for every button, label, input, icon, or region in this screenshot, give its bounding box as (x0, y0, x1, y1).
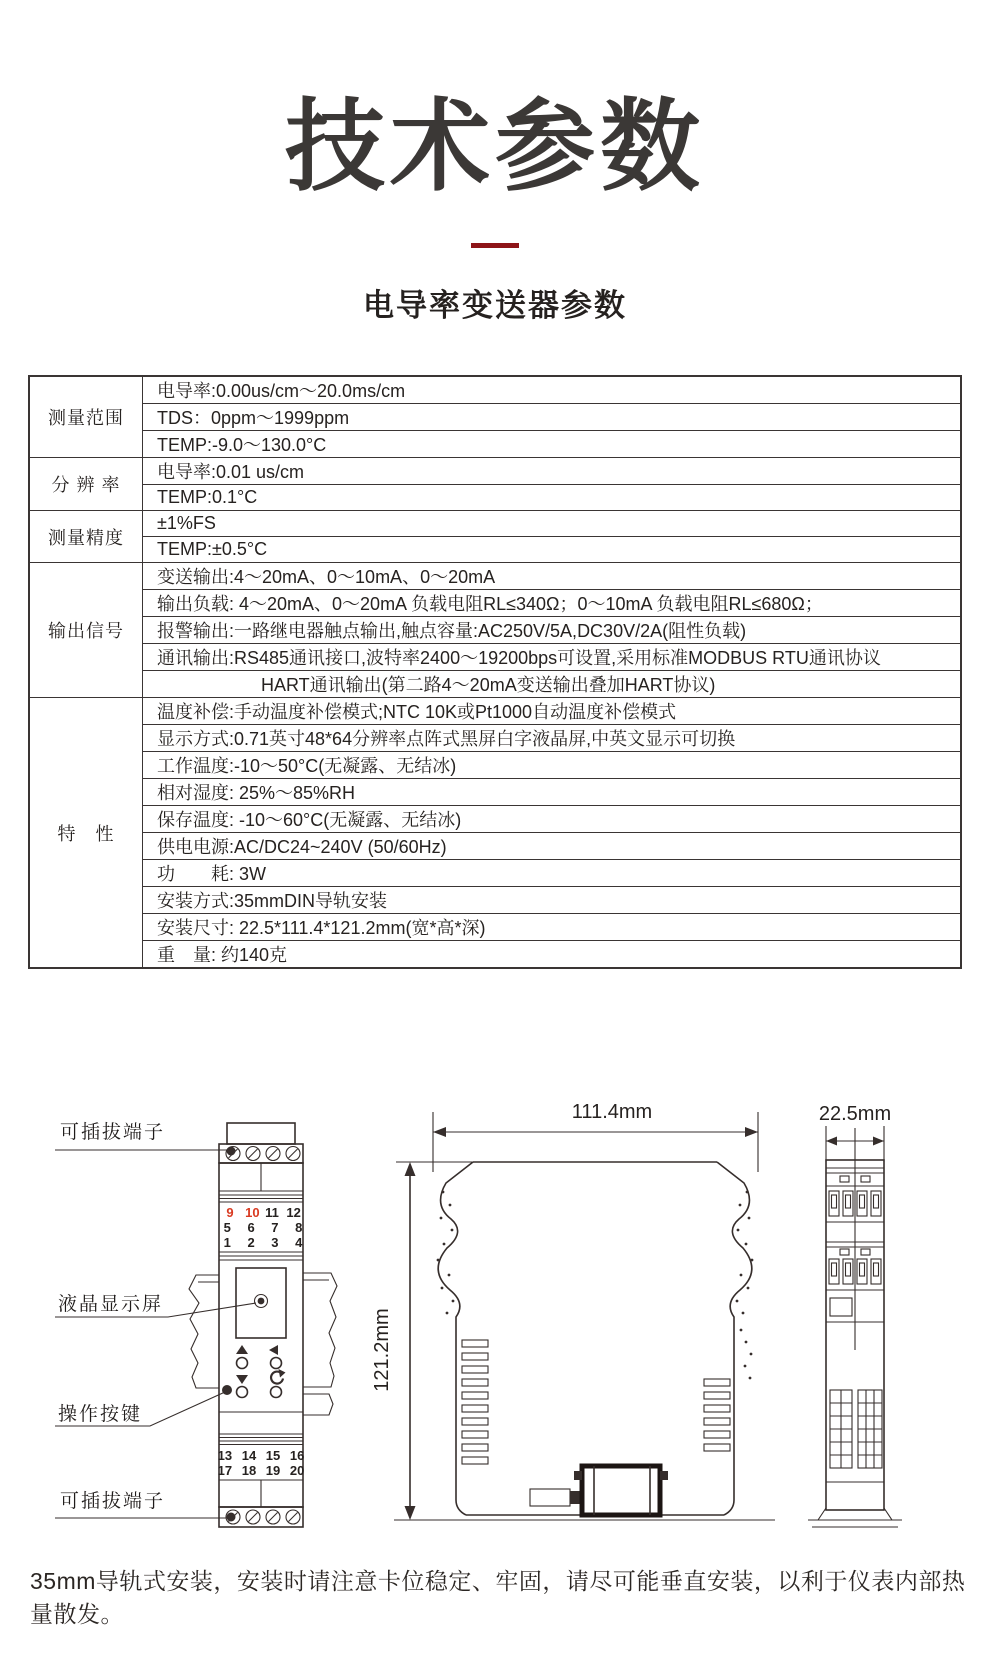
din-clip (530, 1466, 668, 1515)
din-rail-left (189, 1275, 219, 1388)
spec-value: 安装方式:35mmDIN导轨安装 (143, 887, 962, 914)
spec-category-features: 特 性 (29, 698, 143, 969)
edge-view-drawing (808, 1103, 902, 1527)
spec-table (28, 375, 962, 969)
spec-category-output-signal: 输出信号 (29, 563, 143, 698)
spec-category-accuracy: 测量精度 (29, 511, 143, 563)
spec-value: 重 量: 约140克 (143, 941, 962, 969)
spec-value: 保存温度: -10～60°C(无凝露、无结冰) (143, 806, 962, 833)
spec-value: 功 耗: 3W (143, 860, 962, 887)
title-accent-divider (471, 243, 519, 248)
vent-slots-left (462, 1340, 488, 1464)
dim-depth-label: 121.2mm (371, 1308, 393, 1392)
spec-value: 变送输出:4～20mA、0～10mA、0～20mA (143, 563, 962, 590)
spec-value: 相对湿度: 25%～85%RH (143, 779, 962, 806)
spec-value-hart: HART通讯输出(第二路4～20mA变送输出叠加HART协议) (143, 671, 962, 698)
spec-value: 电导率:0.00us/cm～20.0ms/cm (143, 376, 962, 404)
top-cap (227, 1123, 295, 1144)
spec-value: TDS：0ppm～1999ppm (143, 404, 962, 431)
terminal-numbers-13-16: 13 14 15 16 (217, 1448, 305, 1463)
spec-value: 温度补偿:手动温度补偿模式;NTC 10K或Pt1000自动温度补偿模式 (143, 698, 962, 725)
terminal-numbers-17-20: 17 18 19 20 (217, 1463, 305, 1478)
arrow-up-icon[interactable] (236, 1345, 248, 1354)
spec-category-measure-range: 测量范围 (29, 376, 143, 458)
button-down[interactable] (237, 1387, 248, 1398)
terminal-screw-icon (226, 1510, 300, 1524)
button-left[interactable] (271, 1358, 282, 1369)
dim-width-label: 111.4mm (571, 1101, 653, 1123)
side-view-drawing (371, 1101, 775, 1520)
spec-category-resolution: 分 辨 率 (29, 458, 143, 511)
edge-foot-right (884, 1508, 892, 1520)
callout-terminal-top (55, 1121, 236, 1156)
terminal-numbers-1-4: 1 2 3 4 (223, 1235, 303, 1250)
spec-value: 通讯输出:RS485通讯接口,波特率2400～19200bps可设置,采用标准MODBUS RTU通讯协议 (143, 644, 962, 671)
dim-thickness-label: 22.5mm (818, 1103, 892, 1125)
spec-value: 工作温度:-10～50°C(无凝露、无结冰) (143, 752, 962, 779)
callout-terminal-bottom (55, 1490, 236, 1522)
installation-note: 35mm导轨式安装，安装时请注意卡位稳定、牢固，请尽可能垂直安装，以利于仪表内部热量散发。 (30, 1568, 966, 1627)
spec-value: 输出负载: 4～20mA、0～20mA 负载电阻RL≤340Ω；0～10mA 负载电阻RL≤680Ω； (143, 590, 962, 617)
spec-value: TEMP:0.1°C (143, 485, 962, 511)
callout-buttons (55, 1392, 225, 1426)
terminal-numbers-top (224, 1205, 304, 1250)
vent-slots-right (704, 1379, 730, 1451)
spec-value: 报警输出:一路继电器触点输出,触点容量:AC250V/5A,DC30V/2A(阻性负载) (143, 617, 962, 644)
terminal-screw-icon (226, 1147, 300, 1161)
callout-label: 操作按键 (58, 1404, 143, 1425)
button-up[interactable] (237, 1358, 248, 1369)
buttons-callout-dot (222, 1385, 232, 1395)
edge-clip (830, 1298, 852, 1316)
spec-value: TEMP:-9.0～130.0°C (143, 431, 962, 458)
button-enter[interactable] (271, 1387, 282, 1398)
front-view-drawing (55, 1121, 337, 1527)
spec-value: ±1%FS (143, 511, 962, 537)
callout-label: 液晶显示屏 (58, 1294, 164, 1315)
spec-value: 安装尺寸: 22.5*111.4*121.2mm(宽*高*深) (143, 914, 962, 941)
page-title: 技术参数 (285, 91, 705, 203)
break-texture-dots (437, 1191, 754, 1380)
spec-value: TEMP:±0.5°C (143, 537, 962, 563)
callout-label: 可插拔端子 (60, 1491, 166, 1512)
spec-value: 供电电源:AC/DC24~240V (50/60Hz) (143, 833, 962, 860)
spec-value: 显示方式:0.71英寸48*64分辨率点阵式黑屏白字液晶屏,中英文显示可切换 (143, 725, 962, 752)
terminal-numbers-11-12: 11 12 (265, 1205, 301, 1220)
edge-foot-left (818, 1508, 826, 1520)
spec-value: 电导率:0.01 us/cm (143, 458, 962, 485)
arrow-left-icon[interactable] (269, 1345, 278, 1355)
din-rail-right (303, 1273, 337, 1415)
enclosure-left-profile (438, 1162, 473, 1515)
section-subtitle: 电导率变送器参数 (363, 288, 627, 323)
edge-vent-grid-right (858, 1390, 882, 1468)
arrow-down-icon[interactable] (236, 1375, 248, 1384)
installation-drawings (0, 1020, 990, 1540)
terminal-numbers-9-10: 9 10 (226, 1205, 260, 1220)
terminal-numbers-5-8: 5 6 7 8 (223, 1220, 303, 1235)
operation-buttons (222, 1345, 286, 1398)
edge-vent-grid-left (830, 1390, 852, 1468)
terminal-numbers-bottom (218, 1448, 305, 1478)
callout-label: 可插拔端子 (60, 1122, 166, 1143)
enclosure-right-profile (717, 1162, 752, 1515)
callout-lcd (55, 1293, 256, 1317)
